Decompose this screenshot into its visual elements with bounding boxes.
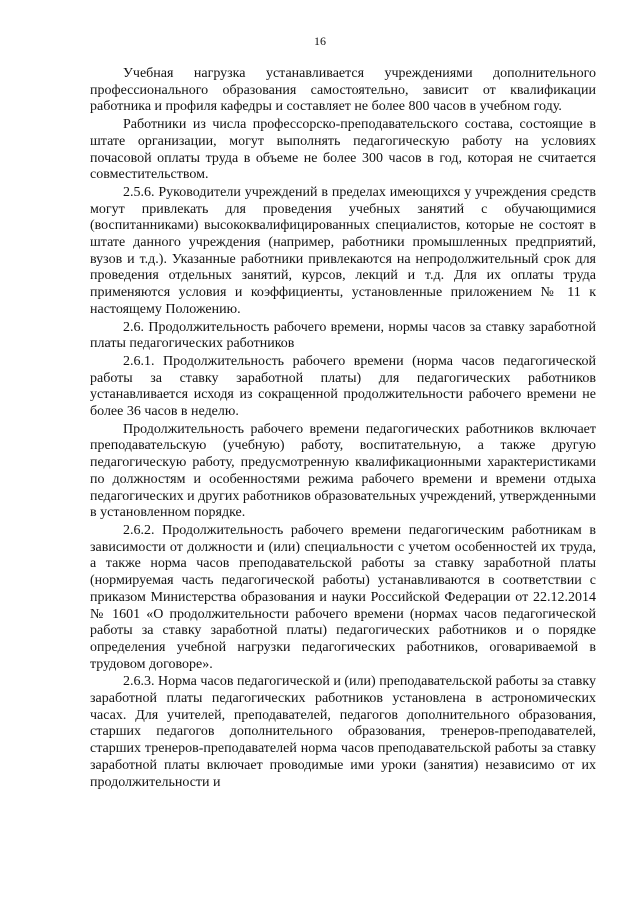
paragraph-2-6-2: 2.6.2. Продолжительность рабочего времени педагогическим работникам в зависимости от должности и (или) специальности с учетом особенностей их труда, а также норма часов преподавательской работы за ставку заработной платы (нормируемая часть педагогической работы) устанавливаются в соответствии с приказом Министерства образования и науки Российской Федерации от 22.12.2014 № 1601 «О продолжительности рабочего времени (нормах часов педагогической работы за ставку заработной платы) педагогических работников и о порядке определения учебной нагрузки педагогических работников, оговариваемой в трудовом договоре». [90, 522, 596, 672]
paragraph-teaching-load: Учебная нагрузка устанавливается учреждениями дополнительного профессионального образования самостоятельно, зависит от квалификации работника и профиля кафедры и составляет не более 800 часов в учебном году. [90, 66, 596, 115]
paragraph-2-6-3: 2.6.3. Норма часов педагогической и (или) преподавательской работы за ставку заработной платы педагогических работников установлена в астрономических часах. Для учителей, преподавателей, педагогов дополнительного образования, старших педагогов дополнительного образования, тренеров-преподавателей, старших тренеров-преподавателей норма часов преподавательской работы за ставку заработной платы включает проводимые ими уроки (занятия) независимо от их продолжительности и [90, 674, 596, 790]
paragraph-2-5-6: 2.5.6. Руководители учреждений в пределах имеющихся у учреждения средств могут привлекать для проведения учебных занятий с обучающимися (воспитанниками) высококвалифицированных специалистов, которые не состоят в штате данного учреждения (например, работники промышленных предприятий, вузов и т.д.). Указанные работники привлекаются на непродолжительный срок для проведения отдельных занятий, курсов, лекций и т.д. Для их оплаты труда применяются условия и коэффициенты, установленные приложением № 11 к настоящему Положению. [90, 184, 596, 317]
section-heading-2-6: 2.6. Продолжительность рабочего времени, нормы часов за ставку заработной платы педагогических работников [90, 319, 596, 352]
page-number: 16 [314, 34, 326, 48]
paragraph-2-6-1: 2.6.1. Продолжительность рабочего времени (норма часов педагогической работы за ставку заработной платы) для педагогических работников устанавливается исходя из сокращенной продолжительности рабочего времени не более 36 часов в неделю. [90, 353, 596, 420]
paragraph-hourly-pay: Работники из числа профессорско-преподавательского состава, состоящие в штате организации, могут выполнять педагогическую работу на условиях почасовой оплаты труда в объеме не более 300 часов в год, которая не считается совместительством. [90, 117, 596, 183]
paragraph-working-time: Продолжительность рабочего времени педагогических работников включает преподавательскую (учебную) работу, воспитательную, а также другую педагогическую работу, предусмотренную квалификационными характеристиками по должностям и особенностями режима рабочего времени и времени отдыха педагогических и других работников образовательных учреждений, утвержденными в установленном порядке. [90, 421, 596, 521]
document-body [90, 66, 596, 792]
